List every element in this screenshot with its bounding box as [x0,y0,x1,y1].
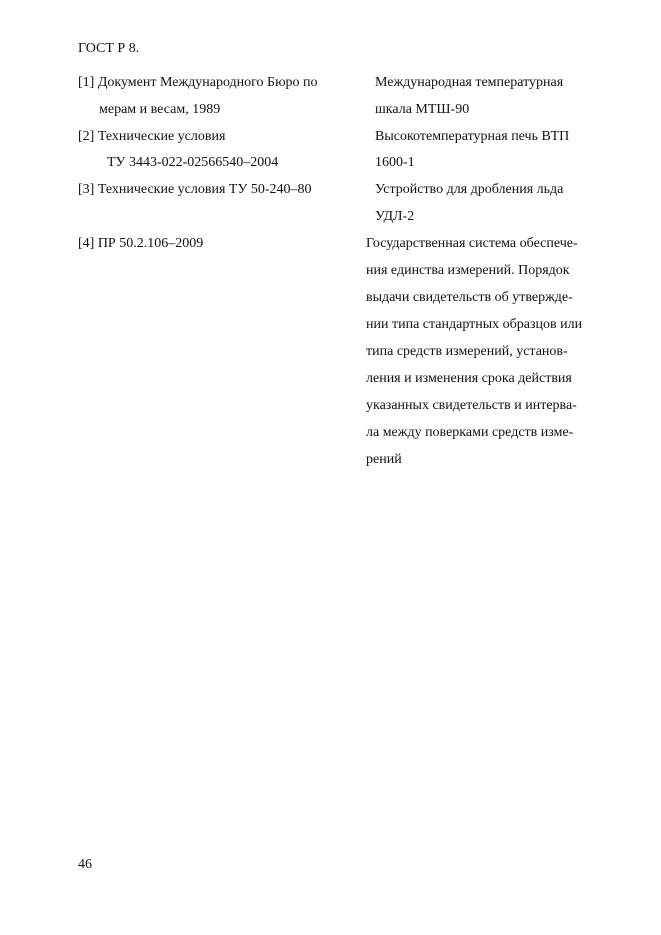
reference-3-title-line-1: Устройство для дробления льда [375,182,564,197]
reference-4-title-line-3: выдачи свидетельств об утвержде- [366,290,573,305]
reference-1-title-line-1: Международная температурная [375,75,564,90]
reference-4-title-line-1: Государственная система обеспече- [366,236,578,251]
reference-4-title-line-7: указанных свидетельств и интерва- [366,398,577,413]
reference-1-source-line-1: [1] Документ Международного Бюро по [78,75,318,90]
reference-1-source-line-2: мерам и весам, 1989 [99,102,221,117]
reference-1-title-line-2: шкала МТШ-90 [375,102,470,117]
reference-4-source-line-1: [4] ПР 50.2.106–2009 [78,236,204,251]
reference-4-title-line-5: типа средств измерений, установ- [366,344,568,359]
reference-4-title-line-9: рений [366,452,402,467]
reference-3-source-line-1: [3] Технические условия ТУ 50-240–80 [78,182,312,197]
page-number: 46 [78,857,92,872]
reference-2-title-line-2: 1600-1 [375,155,415,170]
reference-4-title-line-8: ла между поверками средств изме- [366,425,574,440]
reference-4-title-line-6: ления и изменения срока действия [366,371,572,386]
reference-2-source-line-1: [2] Технические условия [78,129,226,144]
reference-4-title-line-4: нии типа стандартных образцов или [366,317,583,332]
reference-2-source-line-2: ТУ 3443-022-02566540–2004 [107,155,279,170]
document-header: ГОСТ Р 8. [78,41,140,56]
reference-3-title-line-2: УДЛ-2 [375,209,415,224]
reference-2-title-line-1: Высокотемпературная печь ВТП [375,129,570,144]
reference-4-title-line-2: ния единства измерений. Порядок [366,263,570,278]
